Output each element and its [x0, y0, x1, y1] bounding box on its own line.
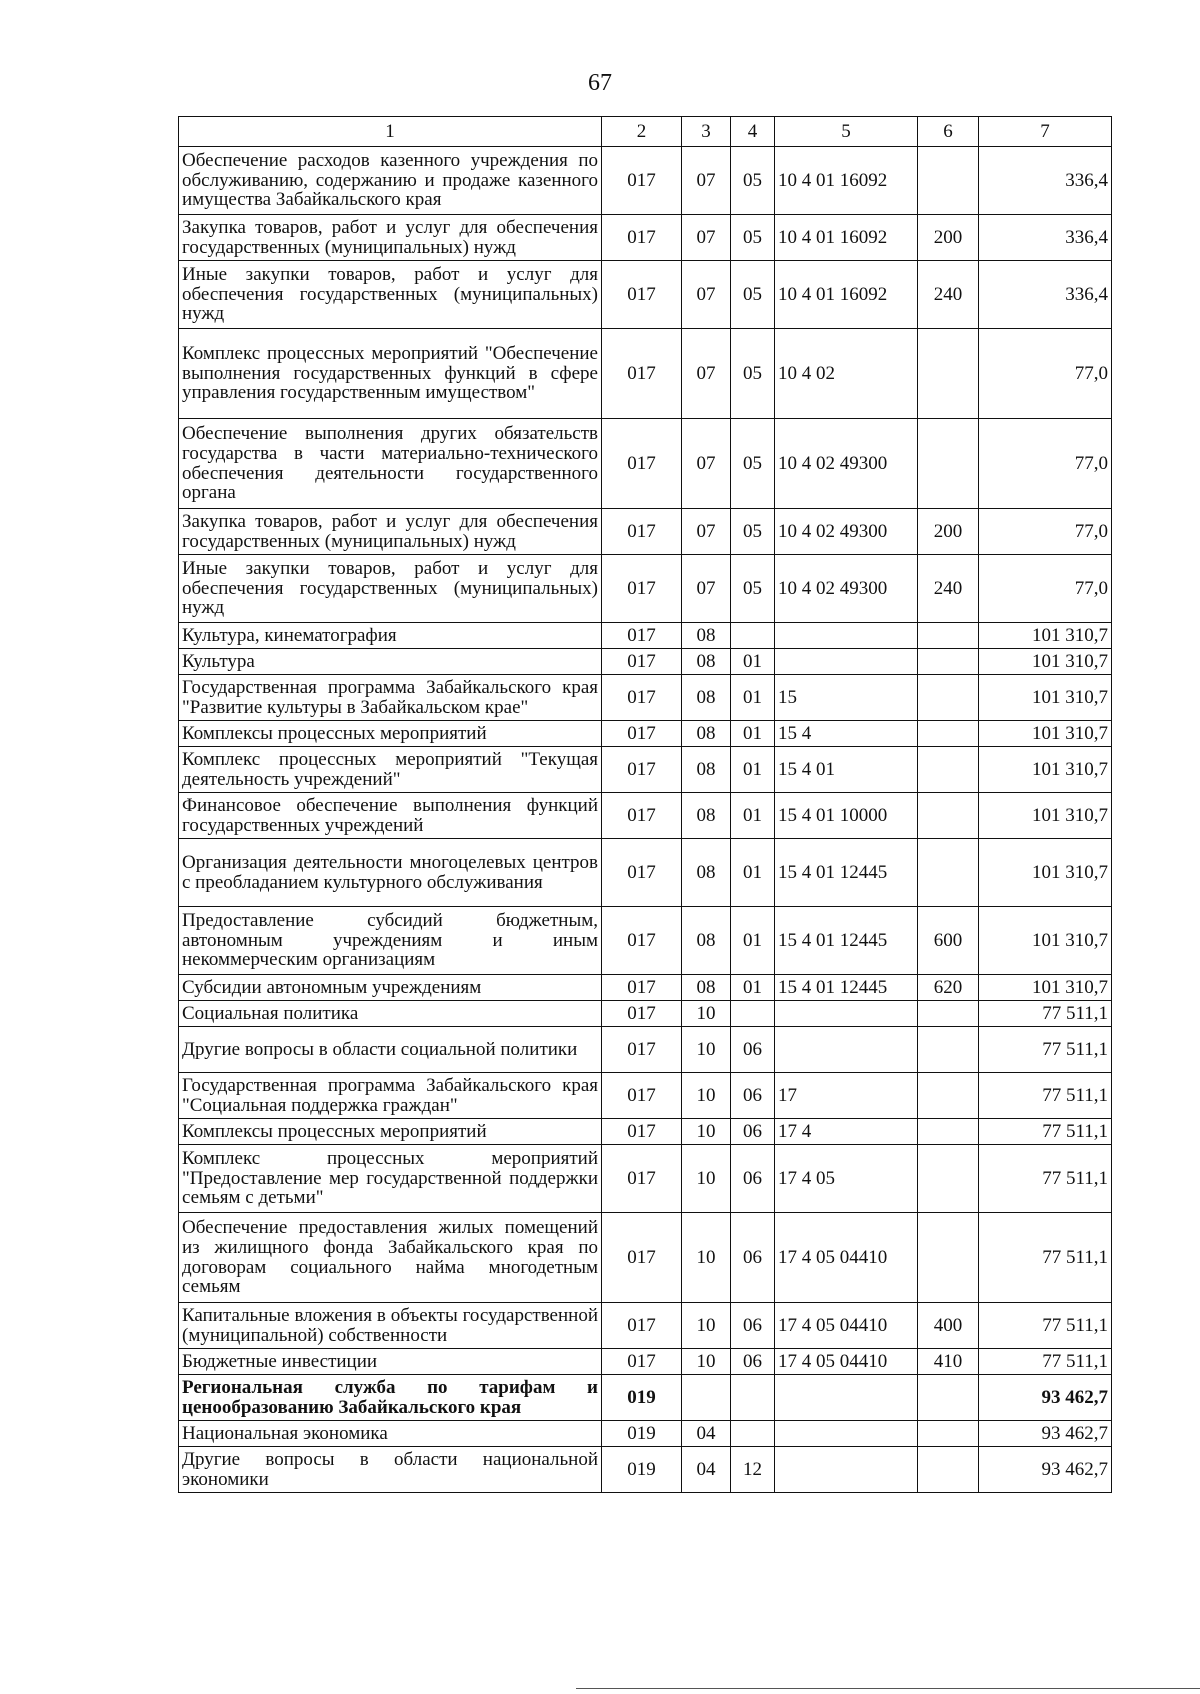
- row-code-admin: 017: [602, 509, 682, 555]
- row-code-target: 10 4 02: [775, 329, 918, 419]
- row-code-expense: [918, 1119, 979, 1145]
- row-code-target: [775, 1421, 918, 1447]
- row-code-expense: 410: [918, 1349, 979, 1375]
- table-row: [179, 1119, 1112, 1145]
- row-code-section: 10: [682, 1027, 731, 1073]
- row-code-target: 10 4 01 16092: [775, 147, 918, 215]
- row-name: Обеспечение предоставления жилых помещений из жилищного фонда Забайкальского края по договорам социального найма многодетным семьям: [179, 1213, 602, 1303]
- row-code-expense: [918, 1421, 979, 1447]
- row-code-target: 17 4 05 04410: [775, 1213, 918, 1303]
- row-code-admin: 017: [602, 215, 682, 261]
- row-code-expense: 200: [918, 215, 979, 261]
- row-code-subsection: 05: [731, 329, 775, 419]
- row-code-section: 10: [682, 1119, 731, 1145]
- row-code-section: 07: [682, 555, 731, 623]
- row-name: Организация деятельности многоцелевых центров с преобладанием культурного обслуживания: [179, 839, 602, 907]
- table-row: [179, 1349, 1112, 1375]
- row-code-target: [775, 623, 918, 649]
- page-number: 67: [588, 70, 612, 96]
- row-name: Культура, кинематография: [179, 623, 602, 649]
- row-code-admin: 017: [602, 1349, 682, 1375]
- column-header: 1: [179, 117, 602, 147]
- row-code-admin: 017: [602, 261, 682, 329]
- row-amount: 101 310,7: [979, 907, 1112, 975]
- row-amount: 101 310,7: [979, 793, 1112, 839]
- row-code-admin: 017: [602, 147, 682, 215]
- table-row: [179, 1375, 1112, 1421]
- row-code-admin: 017: [602, 1213, 682, 1303]
- table-row: [179, 793, 1112, 839]
- row-code-expense: [918, 1375, 979, 1421]
- row-code-section: 08: [682, 747, 731, 793]
- row-amount: 101 310,7: [979, 747, 1112, 793]
- row-code-subsection: 06: [731, 1303, 775, 1349]
- column-header: 4: [731, 117, 775, 147]
- row-code-target: 10 4 01 16092: [775, 215, 918, 261]
- table-row: [179, 1027, 1112, 1073]
- row-code-admin: 017: [602, 1001, 682, 1027]
- row-amount: 77 511,1: [979, 1349, 1112, 1375]
- row-code-expense: [918, 419, 979, 509]
- table-row: [179, 839, 1112, 907]
- row-amount: 101 310,7: [979, 721, 1112, 747]
- row-code-section: [682, 1375, 731, 1421]
- row-code-section: 08: [682, 839, 731, 907]
- row-code-section: 10: [682, 1145, 731, 1213]
- row-code-target: 10 4 02 49300: [775, 555, 918, 623]
- row-amount: 77,0: [979, 555, 1112, 623]
- row-amount: 77 511,1: [979, 1027, 1112, 1073]
- row-name: Национальная экономика: [179, 1421, 602, 1447]
- row-code-admin: 017: [602, 555, 682, 623]
- row-code-target: [775, 1447, 918, 1493]
- scan-edge-line: [576, 1688, 1200, 1689]
- table-row: [179, 721, 1112, 747]
- row-code-admin: 017: [602, 907, 682, 975]
- table-row: [179, 1001, 1112, 1027]
- header-row: [179, 117, 1112, 147]
- row-code-admin: 017: [602, 649, 682, 675]
- row-code-expense: [918, 147, 979, 215]
- row-code-subsection: 06: [731, 1027, 775, 1073]
- row-amount: 101 310,7: [979, 623, 1112, 649]
- row-amount: 336,4: [979, 215, 1112, 261]
- column-header: 3: [682, 117, 731, 147]
- table-row: [179, 747, 1112, 793]
- table-row: [179, 419, 1112, 509]
- row-amount: 77 511,1: [979, 1119, 1112, 1145]
- row-code-expense: [918, 1213, 979, 1303]
- table-row: [179, 1213, 1112, 1303]
- row-code-admin: 017: [602, 839, 682, 907]
- row-code-admin: 017: [602, 747, 682, 793]
- row-code-expense: 600: [918, 907, 979, 975]
- row-code-expense: [918, 1001, 979, 1027]
- row-code-section: 08: [682, 721, 731, 747]
- row-code-expense: [918, 675, 979, 721]
- row-amount: 93 462,7: [979, 1447, 1112, 1493]
- row-code-target: 15 4 01 10000: [775, 793, 918, 839]
- row-code-subsection: 05: [731, 555, 775, 623]
- row-amount: 77,0: [979, 419, 1112, 509]
- budget-table: [178, 116, 1112, 1493]
- row-code-target: 10 4 02 49300: [775, 419, 918, 509]
- table-row: [179, 975, 1112, 1001]
- row-code-section: 04: [682, 1421, 731, 1447]
- row-code-subsection: 06: [731, 1119, 775, 1145]
- table-row: [179, 1073, 1112, 1119]
- row-name: Культура: [179, 649, 602, 675]
- row-name: Другие вопросы в области социальной политики: [179, 1027, 602, 1073]
- row-code-admin: 017: [602, 721, 682, 747]
- column-header: 5: [775, 117, 918, 147]
- row-name: Закупка товаров, работ и услуг для обеспечения государственных (муниципальных) нужд: [179, 509, 602, 555]
- row-code-subsection: [731, 1375, 775, 1421]
- row-name: Иные закупки товаров, работ и услуг для обеспечения государственных (муниципальных) нужд: [179, 261, 602, 329]
- table-row: [179, 147, 1112, 215]
- row-code-subsection: 05: [731, 261, 775, 329]
- row-code-target: 17 4 05 04410: [775, 1303, 918, 1349]
- row-code-section: 08: [682, 975, 731, 1001]
- row-code-section: 10: [682, 1073, 731, 1119]
- row-code-target: 15 4 01 12445: [775, 907, 918, 975]
- row-code-target: 15 4 01 12445: [775, 975, 918, 1001]
- row-code-expense: [918, 329, 979, 419]
- row-amount: 77 511,1: [979, 1213, 1112, 1303]
- row-code-subsection: 05: [731, 509, 775, 555]
- row-name: Комплексы процессных мероприятий: [179, 721, 602, 747]
- row-code-expense: [918, 1145, 979, 1213]
- row-code-admin: 017: [602, 623, 682, 649]
- table-row: [179, 623, 1112, 649]
- row-code-expense: [918, 623, 979, 649]
- row-code-admin: 017: [602, 419, 682, 509]
- row-code-subsection: 06: [731, 1145, 775, 1213]
- row-code-target: 15 4 01 12445: [775, 839, 918, 907]
- row-code-subsection: 06: [731, 1349, 775, 1375]
- row-code-target: [775, 1001, 918, 1027]
- row-code-subsection: 06: [731, 1073, 775, 1119]
- table-row: [179, 907, 1112, 975]
- row-code-expense: 200: [918, 509, 979, 555]
- row-code-section: 10: [682, 1213, 731, 1303]
- row-code-admin: 019: [602, 1421, 682, 1447]
- row-code-subsection: [731, 623, 775, 649]
- table-row: [179, 1447, 1112, 1493]
- row-code-subsection: [731, 1001, 775, 1027]
- row-name: Комплекс процессных мероприятий "Предоставление мер государственной поддержки семьям с детьми": [179, 1145, 602, 1213]
- row-code-subsection: 01: [731, 839, 775, 907]
- row-code-subsection: 01: [731, 975, 775, 1001]
- row-code-expense: [918, 793, 979, 839]
- row-name: Другие вопросы в области национальной экономики: [179, 1447, 602, 1493]
- row-code-section: 07: [682, 419, 731, 509]
- row-code-section: 07: [682, 329, 731, 419]
- row-amount: 77,0: [979, 329, 1112, 419]
- row-code-target: 17 4 05 04410: [775, 1349, 918, 1375]
- row-name: Субсидии автономным учреждениям: [179, 975, 602, 1001]
- row-amount: 77 511,1: [979, 1001, 1112, 1027]
- row-name: Государственная программа Забайкальского края "Развитие культуры в Забайкальском крае": [179, 675, 602, 721]
- row-amount: 101 310,7: [979, 649, 1112, 675]
- row-name: Финансовое обеспечение выполнения функций государственных учреждений: [179, 793, 602, 839]
- row-code-target: 17 4 05: [775, 1145, 918, 1213]
- row-code-admin: 017: [602, 675, 682, 721]
- row-amount: 77 511,1: [979, 1145, 1112, 1213]
- row-amount: 336,4: [979, 147, 1112, 215]
- row-name: Комплексы процессных мероприятий: [179, 1119, 602, 1145]
- row-code-section: 07: [682, 509, 731, 555]
- row-code-subsection: 05: [731, 147, 775, 215]
- row-code-target: 10 4 01 16092: [775, 261, 918, 329]
- row-code-expense: 400: [918, 1303, 979, 1349]
- row-amount: 77,0: [979, 509, 1112, 555]
- row-code-subsection: 01: [731, 675, 775, 721]
- row-amount: 77 511,1: [979, 1073, 1112, 1119]
- table-row: [179, 649, 1112, 675]
- row-code-subsection: 01: [731, 649, 775, 675]
- row-code-section: 08: [682, 675, 731, 721]
- row-code-section: 08: [682, 623, 731, 649]
- row-code-section: 10: [682, 1303, 731, 1349]
- row-code-subsection: 12: [731, 1447, 775, 1493]
- row-code-subsection: 05: [731, 215, 775, 261]
- row-code-admin: 017: [602, 1119, 682, 1145]
- row-amount: 336,4: [979, 261, 1112, 329]
- row-code-admin: 019: [602, 1447, 682, 1493]
- row-code-expense: 620: [918, 975, 979, 1001]
- row-code-section: 04: [682, 1447, 731, 1493]
- row-code-section: 07: [682, 261, 731, 329]
- row-code-target: 15 4 01: [775, 747, 918, 793]
- row-code-section: 10: [682, 1001, 731, 1027]
- row-name: Капитальные вложения в объекты государственной (муниципальной) собственности: [179, 1303, 602, 1349]
- row-code-admin: 017: [602, 1303, 682, 1349]
- row-amount: 101 310,7: [979, 975, 1112, 1001]
- table-row: [179, 261, 1112, 329]
- table-row: [179, 1421, 1112, 1447]
- row-code-expense: [918, 649, 979, 675]
- row-code-expense: [918, 1027, 979, 1073]
- row-code-target: 10 4 02 49300: [775, 509, 918, 555]
- row-code-subsection: 01: [731, 721, 775, 747]
- table-body: [179, 147, 1112, 1493]
- row-code-admin: 017: [602, 1027, 682, 1073]
- row-name: Региональная служба по тарифам и ценообразованию Забайкальского края: [179, 1375, 602, 1421]
- row-amount: 77 511,1: [979, 1303, 1112, 1349]
- table-row: [179, 1145, 1112, 1213]
- row-code-target: 15: [775, 675, 918, 721]
- column-header: 7: [979, 117, 1112, 147]
- table-row: [179, 675, 1112, 721]
- row-amount: 101 310,7: [979, 839, 1112, 907]
- row-name: Бюджетные инвестиции: [179, 1349, 602, 1375]
- row-code-target: [775, 649, 918, 675]
- row-code-subsection: 05: [731, 419, 775, 509]
- row-code-expense: [918, 1447, 979, 1493]
- row-amount: 93 462,7: [979, 1421, 1112, 1447]
- row-amount: 93 462,7: [979, 1375, 1112, 1421]
- row-code-expense: 240: [918, 261, 979, 329]
- row-code-expense: [918, 839, 979, 907]
- row-code-admin: 017: [602, 975, 682, 1001]
- table-row: [179, 329, 1112, 419]
- column-header: 6: [918, 117, 979, 147]
- row-code-expense: [918, 1073, 979, 1119]
- row-code-admin: 017: [602, 1145, 682, 1213]
- table-row: [179, 555, 1112, 623]
- column-header: 2: [602, 117, 682, 147]
- row-code-subsection: 06: [731, 1213, 775, 1303]
- row-code-expense: [918, 747, 979, 793]
- row-code-section: 10: [682, 1349, 731, 1375]
- row-name: Комплекс процессных мероприятий "Текущая деятельность учреждений": [179, 747, 602, 793]
- row-name: Обеспечение расходов казенного учреждения по обслуживанию, содержанию и продаже казенного имущества Забайкальского края: [179, 147, 602, 215]
- row-code-subsection: 01: [731, 907, 775, 975]
- row-code-section: 08: [682, 649, 731, 675]
- row-code-section: 08: [682, 793, 731, 839]
- row-code-target: [775, 1027, 918, 1073]
- row-code-target: 17 4: [775, 1119, 918, 1145]
- row-code-section: 07: [682, 215, 731, 261]
- row-name: Предоставление субсидий бюджетным, автономным учреждениям и иным некоммерческим организациям: [179, 907, 602, 975]
- row-code-expense: 240: [918, 555, 979, 623]
- row-code-section: 08: [682, 907, 731, 975]
- row-name: Иные закупки товаров, работ и услуг для обеспечения государственных (муниципальных) нужд: [179, 555, 602, 623]
- row-code-admin: 017: [602, 1073, 682, 1119]
- row-name: Закупка товаров, работ и услуг для обеспечения государственных (муниципальных) нужд: [179, 215, 602, 261]
- row-name: Социальная политика: [179, 1001, 602, 1027]
- row-code-subsection: 01: [731, 793, 775, 839]
- row-code-target: [775, 1375, 918, 1421]
- row-code-subsection: 01: [731, 747, 775, 793]
- table-row: [179, 215, 1112, 261]
- row-code-admin: 017: [602, 329, 682, 419]
- row-code-section: 07: [682, 147, 731, 215]
- table-row: [179, 509, 1112, 555]
- row-name: Государственная программа Забайкальского края "Социальная поддержка граждан": [179, 1073, 602, 1119]
- table-row: [179, 1303, 1112, 1349]
- row-name: Обеспечение выполнения других обязательств государства в части материально-технического обеспечения деятельности государственного органа: [179, 419, 602, 509]
- row-code-target: 17: [775, 1073, 918, 1119]
- row-code-expense: [918, 721, 979, 747]
- row-amount: 101 310,7: [979, 675, 1112, 721]
- row-name: Комплекс процессных мероприятий "Обеспечение выполнения государственных функций в сфере управления государственным имуществом": [179, 329, 602, 419]
- row-code-target: 15 4: [775, 721, 918, 747]
- row-code-admin: 019: [602, 1375, 682, 1421]
- row-code-admin: 017: [602, 793, 682, 839]
- row-code-subsection: [731, 1421, 775, 1447]
